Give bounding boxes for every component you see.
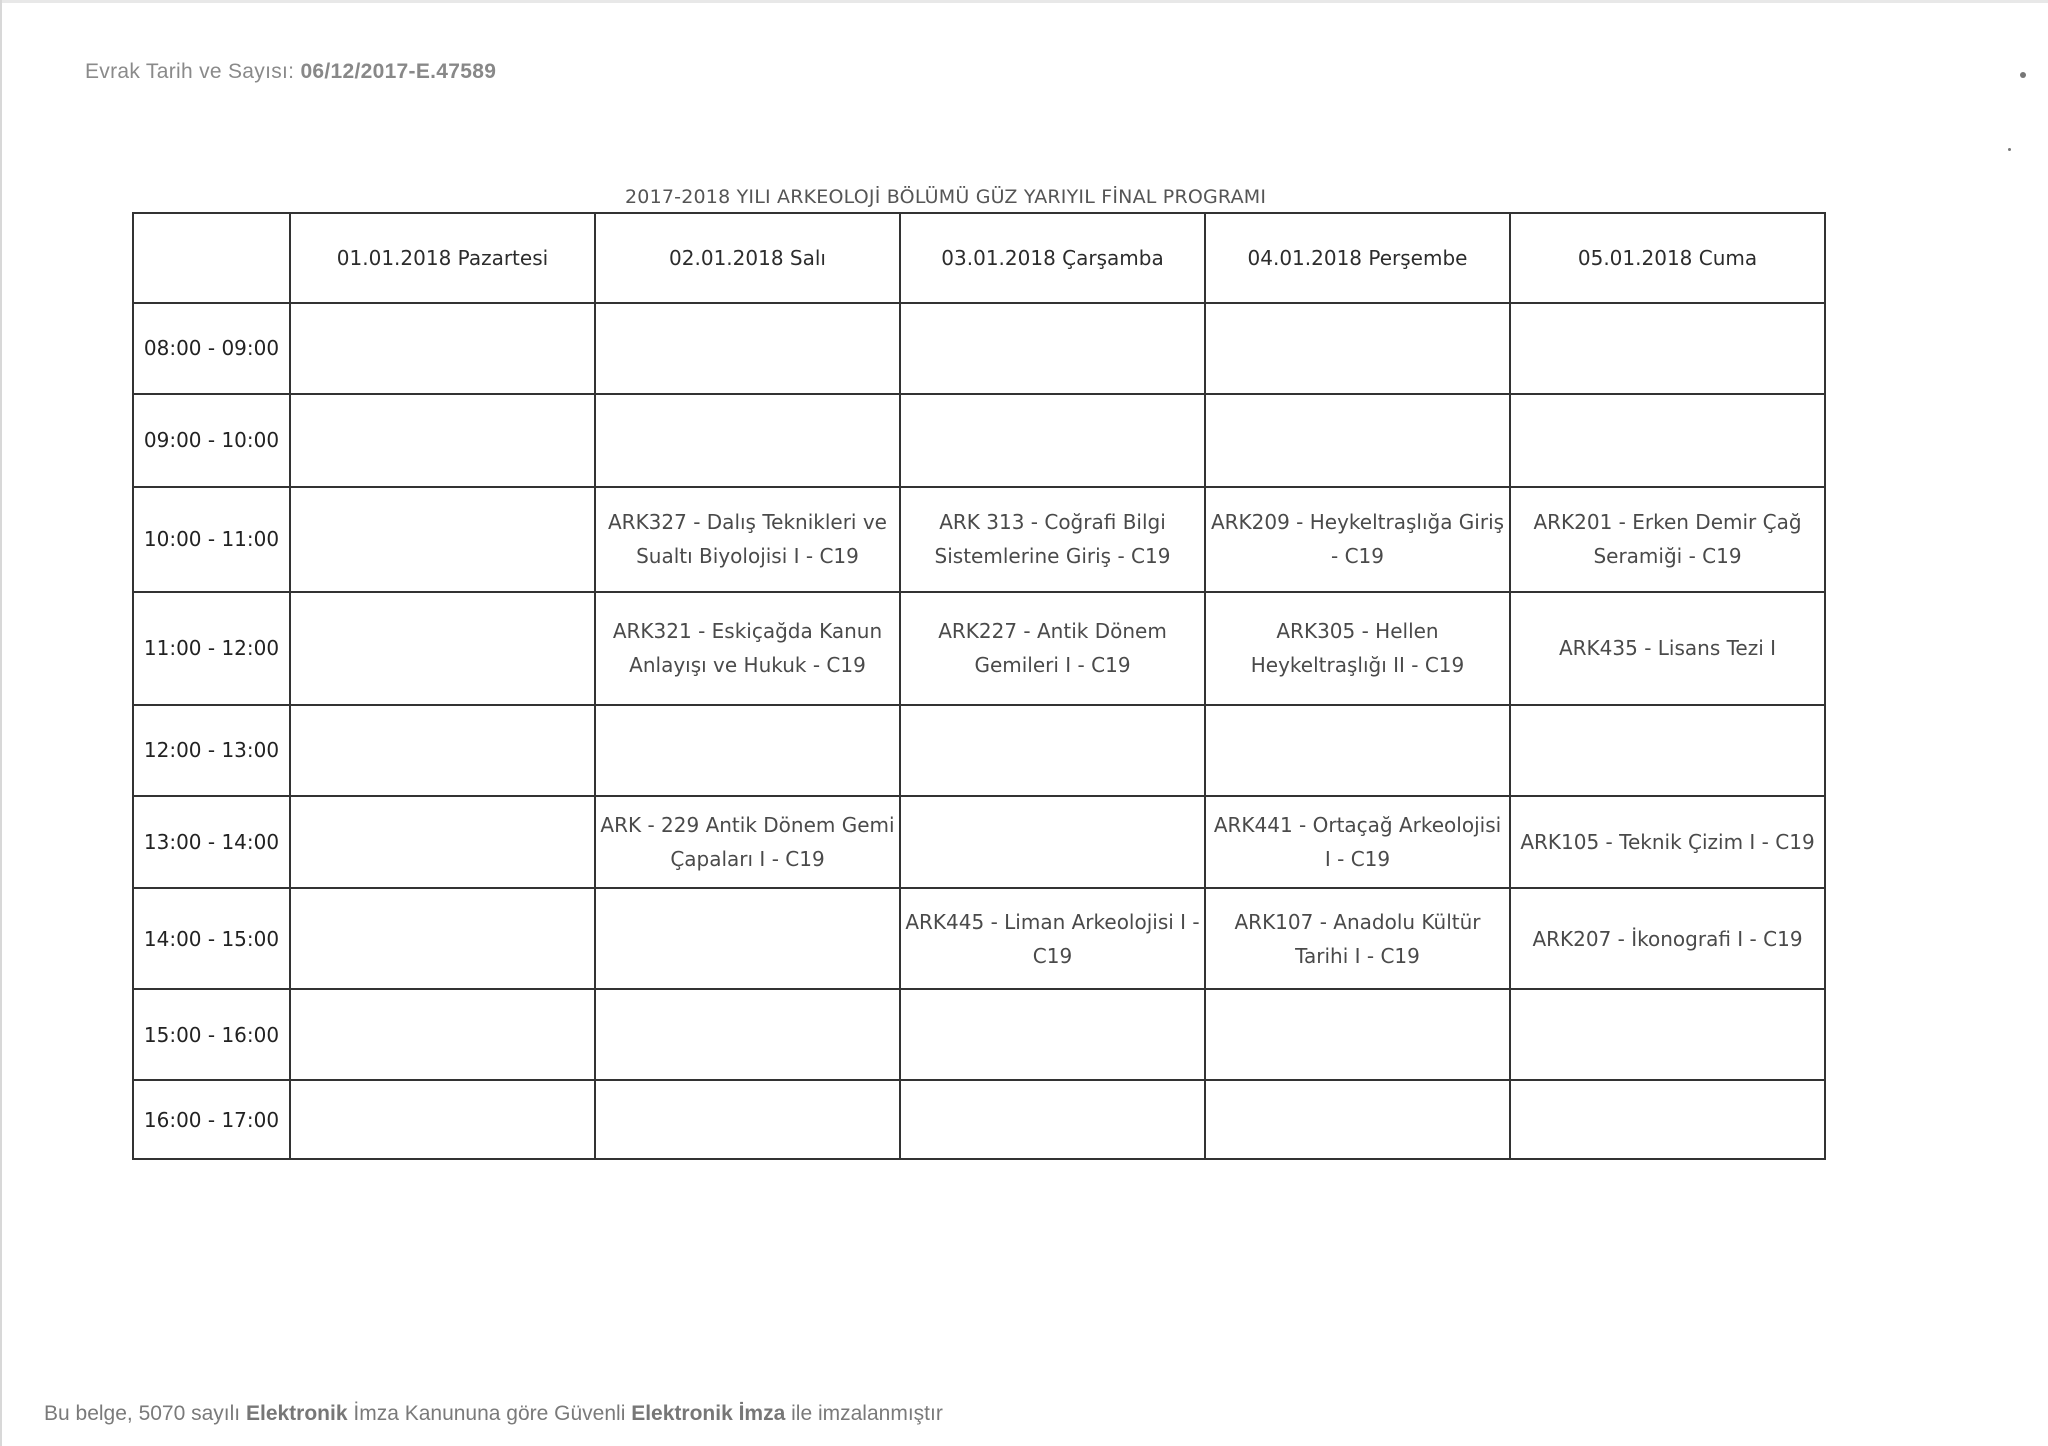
footer-text: İmza Kanununa göre Güvenli xyxy=(347,1402,632,1425)
exam-cell xyxy=(290,592,595,705)
table-header-row xyxy=(133,213,1825,303)
exam-cell xyxy=(1510,1080,1825,1159)
exam-cell xyxy=(290,989,595,1080)
document-reference xyxy=(85,60,496,84)
footer-text-bold: Elektronik xyxy=(245,1402,348,1425)
day-header-monday: 01.01.2018 Pazartesi xyxy=(290,213,595,303)
exam-cell xyxy=(595,1080,900,1159)
exam-cell: ARK - 229 Antik Dönem Gemi Çapaları I - C19 xyxy=(595,796,900,889)
exam-cell: ARK227 - Antik Dönem Gemileri I - C19 xyxy=(900,592,1205,705)
time-slot: 08:00 - 09:00 xyxy=(133,303,290,394)
table-row xyxy=(133,705,1825,796)
exam-cell xyxy=(595,989,900,1080)
table-row xyxy=(133,1080,1825,1159)
time-slot: 10:00 - 11:00 xyxy=(133,487,290,592)
schedule-title: 2017-2018 YILI ARKEOLOJİ BÖLÜMÜ GÜZ YARIYIL FİNAL PROGRAMI xyxy=(625,186,1267,208)
footer-text: Bu belge, 5070 sayılı xyxy=(44,1402,246,1425)
exam-cell xyxy=(595,394,900,487)
time-slot: 14:00 - 15:00 xyxy=(133,888,290,989)
scan-speck xyxy=(2008,148,2011,151)
exam-cell xyxy=(1205,1080,1510,1159)
table-row xyxy=(133,487,1825,592)
exam-cell xyxy=(900,705,1205,796)
day-header-thursday: 04.01.2018 Perşembe xyxy=(1205,213,1510,303)
document-reference-label: Evrak Tarih ve Sayısı: xyxy=(85,60,295,83)
exam-cell xyxy=(900,394,1205,487)
time-slot: 11:00 - 12:00 xyxy=(133,592,290,705)
day-header-tuesday: 02.01.2018 Salı xyxy=(595,213,900,303)
exam-cell: ARK327 - Dalış Teknikleri ve Sualtı Biyolojisi I - C19 xyxy=(595,487,900,592)
exam-cell xyxy=(290,1080,595,1159)
exam-cell xyxy=(290,796,595,889)
exam-cell xyxy=(900,303,1205,394)
corner-cell xyxy=(133,213,290,303)
exam-cell xyxy=(900,796,1205,889)
exam-cell: ARK 313 - Coğrafi Bilgi Sistemlerine Giriş - C19 xyxy=(900,487,1205,592)
time-slot: 12:00 - 13:00 xyxy=(133,705,290,796)
exam-cell xyxy=(1205,303,1510,394)
exam-cell xyxy=(900,1080,1205,1159)
table-row xyxy=(133,303,1825,394)
exam-cell xyxy=(595,705,900,796)
exam-cell: ARK201 - Erken Demir Çağ Seramiği - C19 xyxy=(1510,487,1825,592)
exam-cell: ARK209 - Heykeltraşlığa Giriş - C19 xyxy=(1205,487,1510,592)
time-slot: 13:00 - 14:00 xyxy=(133,796,290,889)
exam-cell xyxy=(900,989,1205,1080)
time-slot: 16:00 - 17:00 xyxy=(133,1080,290,1159)
table-row xyxy=(133,989,1825,1080)
day-header-friday: 05.01.2018 Cuma xyxy=(1510,213,1825,303)
exam-cell xyxy=(290,487,595,592)
e-signature-notice xyxy=(44,1402,943,1426)
document-number: 06/12/2017-E.47589 xyxy=(300,60,497,83)
time-slot: 09:00 - 10:00 xyxy=(133,394,290,487)
exam-cell: ARK445 - Liman Arkeolojisi I - C19 xyxy=(900,888,1205,989)
table-row xyxy=(133,592,1825,705)
exam-schedule-table xyxy=(132,212,1826,1160)
day-header-wednesday: 03.01.2018 Çarşamba xyxy=(900,213,1205,303)
exam-cell xyxy=(1205,394,1510,487)
exam-cell xyxy=(290,888,595,989)
exam-cell xyxy=(1510,705,1825,796)
exam-cell xyxy=(1205,705,1510,796)
exam-cell xyxy=(595,888,900,989)
footer-text-bold: Elektronik İmza xyxy=(631,1402,786,1425)
exam-cell: ARK435 - Lisans Tezi I xyxy=(1510,592,1825,705)
table-row xyxy=(133,796,1825,889)
exam-cell: ARK441 - Ortaçağ Arkeolojisi I - C19 xyxy=(1205,796,1510,889)
scan-left-edge xyxy=(0,0,2,1446)
exam-cell xyxy=(1510,303,1825,394)
scan-top-edge xyxy=(0,0,2048,3)
exam-cell xyxy=(595,303,900,394)
exam-cell: ARK321 - Eskiçağda Kanun Anlayışı ve Hukuk - C19 xyxy=(595,592,900,705)
exam-cell xyxy=(290,303,595,394)
scan-speck xyxy=(2020,72,2026,78)
exam-cell xyxy=(1510,989,1825,1080)
exam-cell xyxy=(1510,394,1825,487)
exam-cell xyxy=(1205,989,1510,1080)
exam-cell xyxy=(290,705,595,796)
footer-text: ile imzalanmıştır xyxy=(785,1402,943,1425)
exam-cell: ARK105 - Teknik Çizim I - C19 xyxy=(1510,796,1825,889)
exam-cell: ARK305 - Hellen Heykeltraşlığı II - C19 xyxy=(1205,592,1510,705)
exam-cell: ARK207 - İkonografi I - C19 xyxy=(1510,888,1825,989)
exam-cell: ARK107 - Anadolu Kültür Tarihi I - C19 xyxy=(1205,888,1510,989)
exam-cell xyxy=(290,394,595,487)
table-row xyxy=(133,394,1825,487)
time-slot: 15:00 - 16:00 xyxy=(133,989,290,1080)
table-row xyxy=(133,888,1825,989)
